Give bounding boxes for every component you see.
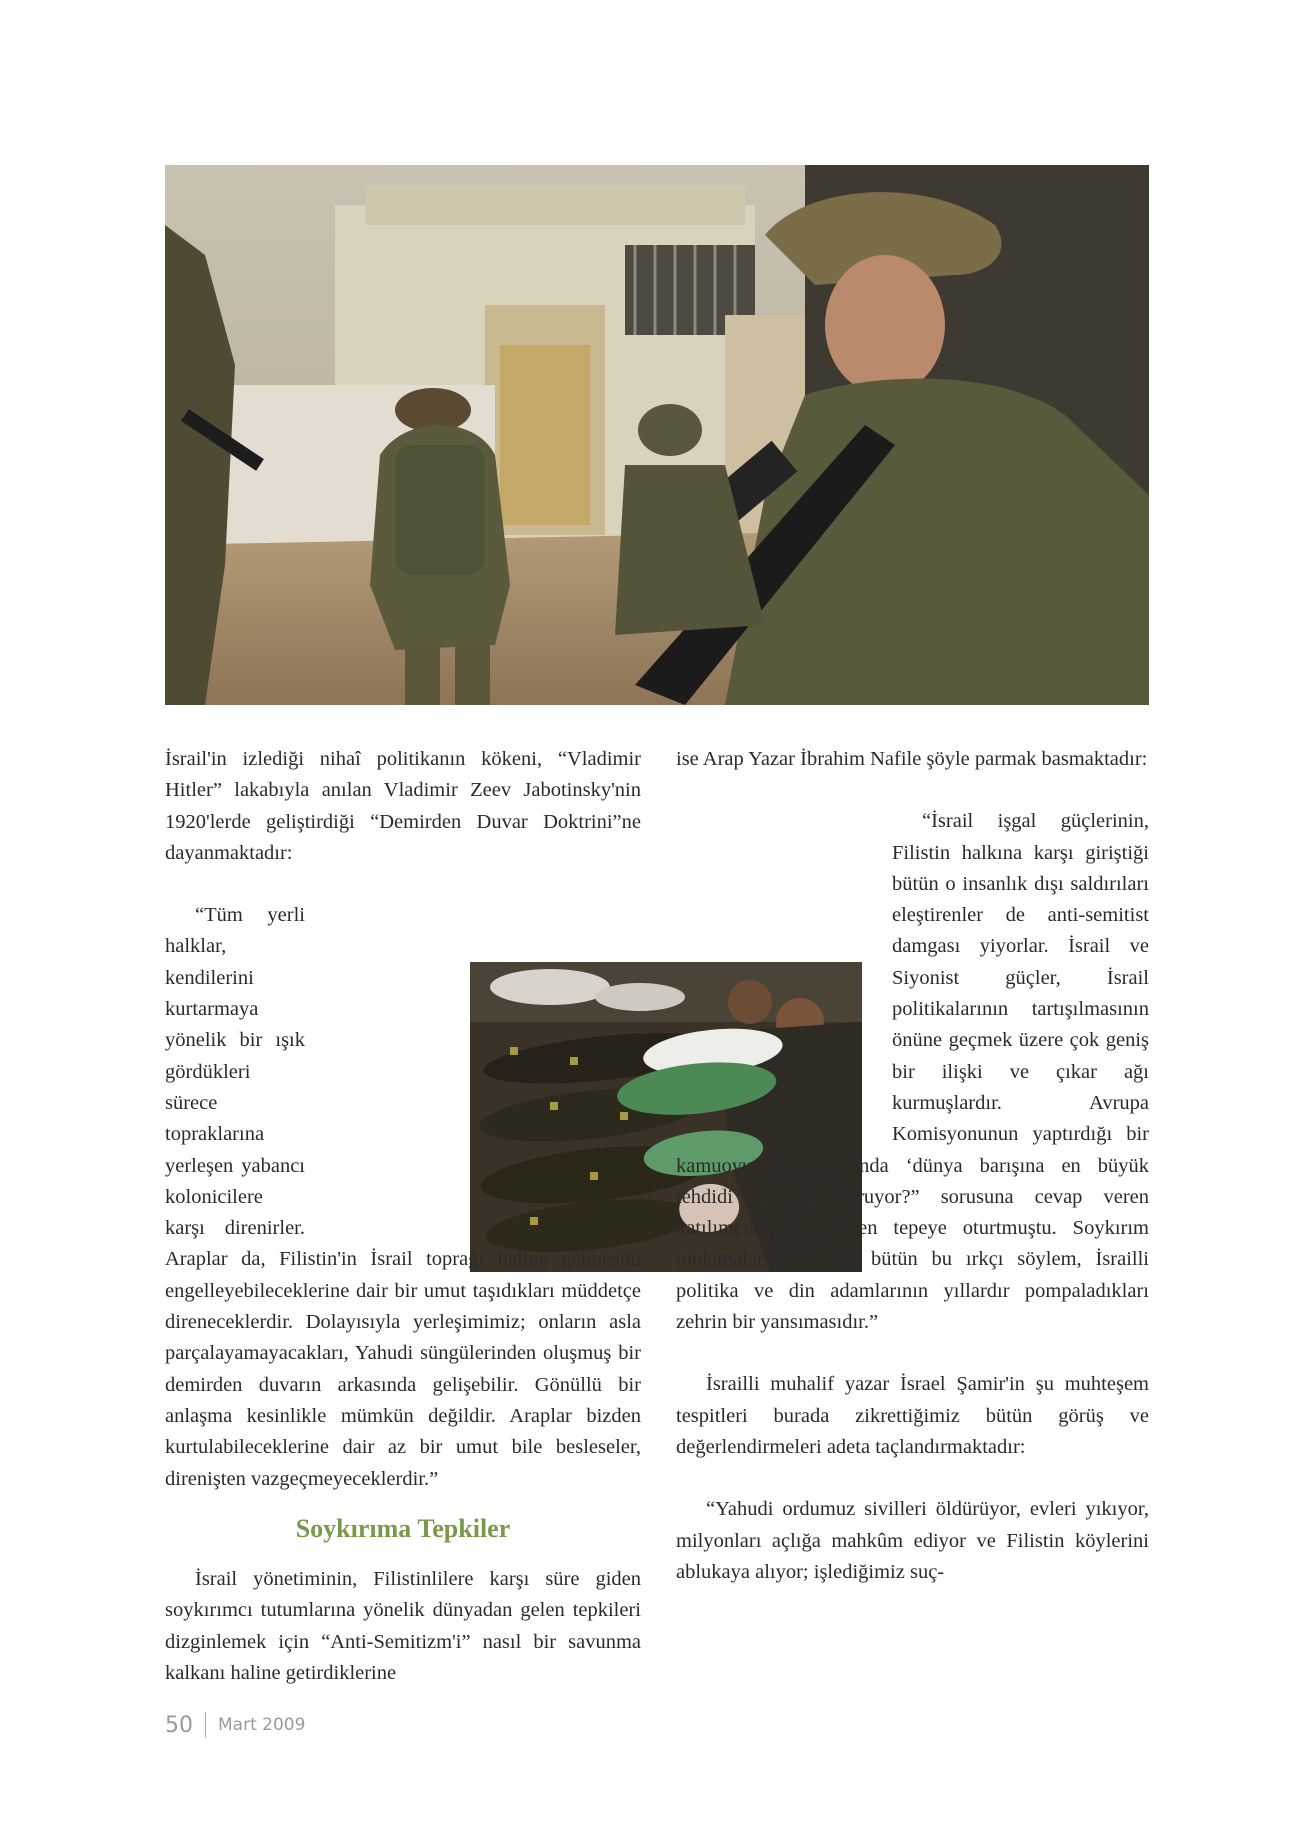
footer-divider <box>205 1712 206 1738</box>
paragraph-anti-semitism: İsrail yönetiminin, Filistinlilere karşı süre giden soykırımcı tutumlarına yönelik dünyadan gelen tepkileri dizginlemek için “Anti-Semitizm'i” nasıl bir savunma kalkanı haline getirdiklerine <box>165 1568 641 1685</box>
issue-date: Mart 2009 <box>218 1715 306 1735</box>
quote-shamir: “Yahudi ordumuz sivilleri öldürüyor, evleri yıkıyor, milyonları açlığa mahkûm ediyor ve Filistin köylerini ablukaya alıyor; işlediğimiz suç- <box>676 1498 1149 1583</box>
page-footer <box>165 1712 305 1738</box>
paragraph-shamir-intro: İsrailli muhalif yazar İsrael Şamir'in şu muhteşem tespitleri burada zikrettiğimiz bütün görüş ve değerlendirmeleri adeta taçlandırmaktadır: <box>676 1373 1149 1458</box>
quote-nafile <box>676 806 1149 1338</box>
soldiers-photo <box>165 165 1149 705</box>
paragraph-jabotinsky-intro: İsrail'in izlediği nihaî politikanın kökeni, “Vladimir Hitler” lakabıyla anılan Vladimir Zeev Jabotinsky'nin 1920'lerde geliştirdiği “Demirden Duvar Doktrini”ne dayanmaktadır: <box>165 748 641 864</box>
article-column-left <box>165 744 641 1689</box>
page-number: 50 <box>165 1712 193 1738</box>
funeral-photo-wrap-right <box>676 812 878 1122</box>
soldiers-photo-graphic <box>165 165 1149 705</box>
quote-nafile-text: “İsrail işgal güçlerinin, Filistin halkına karşı giriştiği bütün o insanlık dışı saldırıları eleştirenler de anti-semitist damgası yiyorlar. İsrail ve Siyonist güçler, İsrail politikalarının tartışılmasının önüne geçmek üzere çok geniş bir ilişki ve çıkar ağı kurmuşlardır. Avrupa Komisyonunun yaptırdığı bir kamuoyu araştırmasında ‘dünya barışına en büyük tehdidi kim oluşturuyor?” sorusuna cevap veren katılımcılar, İsrail'i en tepeye oturtmuştu. Soykırım tonlamalarıyla bezeli bütün bu ırkçı söylem, İsrailli politika ve din adamlarının yıllardır pompaladıkları zehrin bir yansımasıdır.” <box>676 810 1149 1334</box>
section-heading: Soykırıma Tepkiler <box>295 1513 511 1543</box>
article-column-right <box>676 744 1149 1588</box>
quote-iron-wall: “Tüm yerli halklar, kendilerini kurtarmaya yönelik bir ışık gördükleri sürece topraklarına yerleşen yabancı kolonicilere karşı direnirler. Araplar da, Filistin'in İsrail toprağı haline gelmesini engelleyebileceklerine dair bir umut taşıdıkları müddetçe direneceklerdir. Dolayısıyla yerleşimimiz; onların asla parçalayamayacakları, Yahudi süngülerinden oluşmuş bir demirden duvarın arkasında gelişebilir. Gönüllü bir anlaşma kesinlikle mümkün değildir. Araplar bizden kurtulabileceklerine dair az bir umut bile besleseler, direnişten vazgeçmeyeceklerdir.” <box>165 904 641 1490</box>
paragraph-nafile-intro: ise Arap Yazar İbrahim Nafile şöyle parmak basmaktadır: <box>676 748 1148 770</box>
funeral-photo-wrap-left <box>319 906 641 1216</box>
